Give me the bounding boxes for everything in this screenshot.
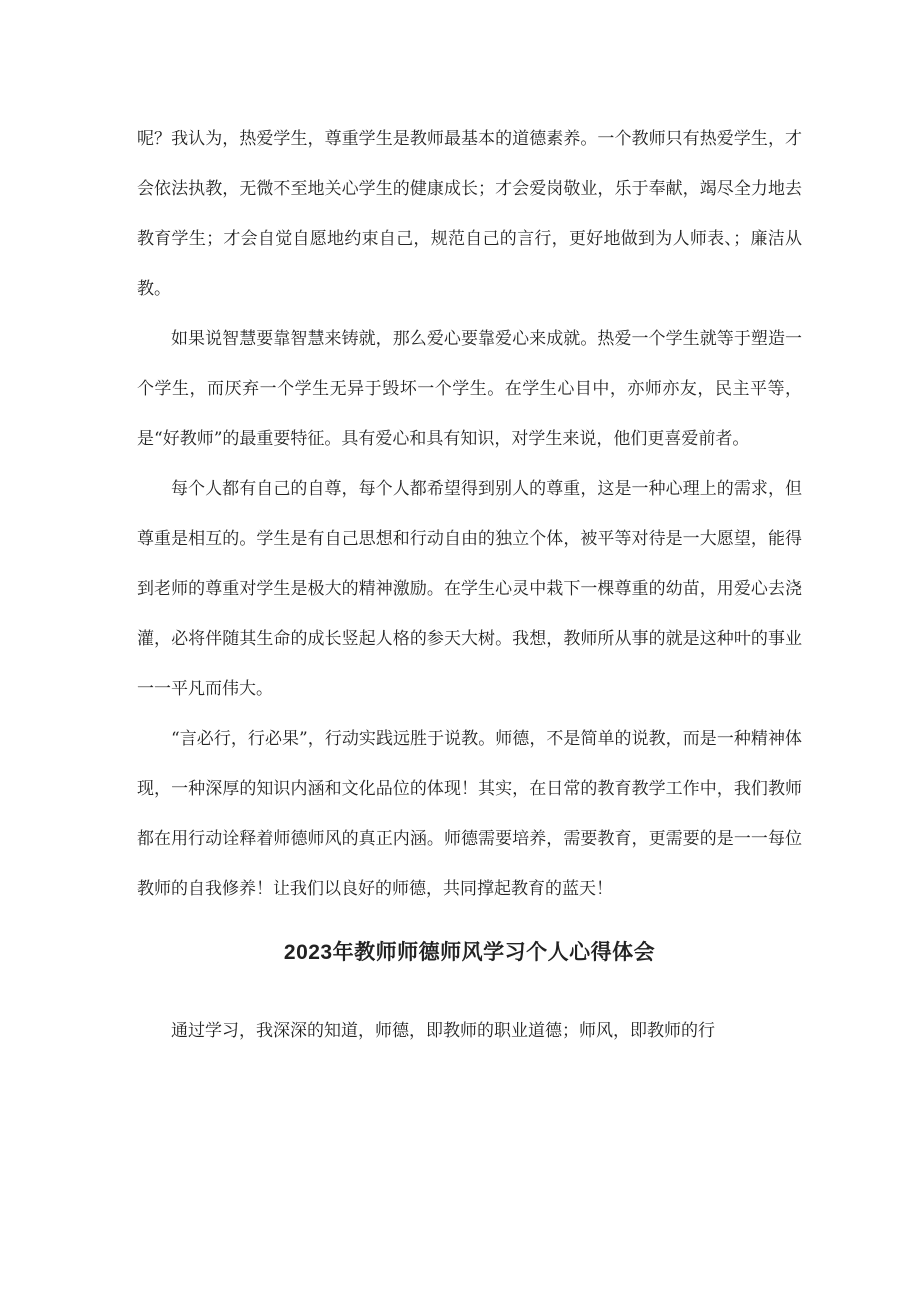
section-heading: 2023年教师师德师风学习个人心得体会 [283,941,656,964]
paragraph-5: 通过学习，我深深的知道，师德，即教师的职业道德；师风，即教师的行 [171,1021,715,1041]
paragraph-2: 如果说智慧要靠智慧来铸就，那么爱心要靠爱心来成就。热爱一个学生就等于塑造一个学生，而厌弃一个学生无异于毁坏一个学生。在学生心目中，亦师亦友，民主平等，是“好教师”的最重要特征。具有爱心和具有知识，对学生来说，他们更喜爱前者。 [137,329,802,449]
document-body [137,114,802,1056]
paragraph-3: 每个人都有自己的自尊，每个人都希望得到别人的尊重，这是一种心理上的需求，但尊重是相互的。学生是有自己思想和行动自由的独立个体，被平等对待是一大愿望，能得到老师的尊重对学生是极大的精神激励。在学生心灵中栽下一棵尊重的幼苗，用爱心去浇灌，必将伴随其生命的成长竖起人格的参天大树。我想，教师所从事的就是这种叶的事业一一平凡而伟大。 [137,479,802,699]
paragraph-1: 呢？我认为，热爱学生，尊重学生是教师最基本的道德素养。一个教师只有热爱学生，才会依法执教，无微不至地关心学生的健康成长；才会爱岗敬业，乐于奉献，竭尽全力地去教育学生；才会自觉自愿地约束自己，规范自己的言行，更好地做到为人师表、；廉洁从教。 [137,129,802,299]
paragraph-4: “言必行，行必果”，行动实践远胜于说教。师德，不是简单的说教，而是一种精神体现，一种深厚的知识内涵和文化品位的体现！其实，在日常的教育教学工作中，我们教师都在用行动诠释着师德师风的真正内涵。师德需要培养，需要教育，更需要的是一一每位教师的自我修养！让我们以良好的师德，共同撑起教育的蓝天！ [137,729,802,899]
